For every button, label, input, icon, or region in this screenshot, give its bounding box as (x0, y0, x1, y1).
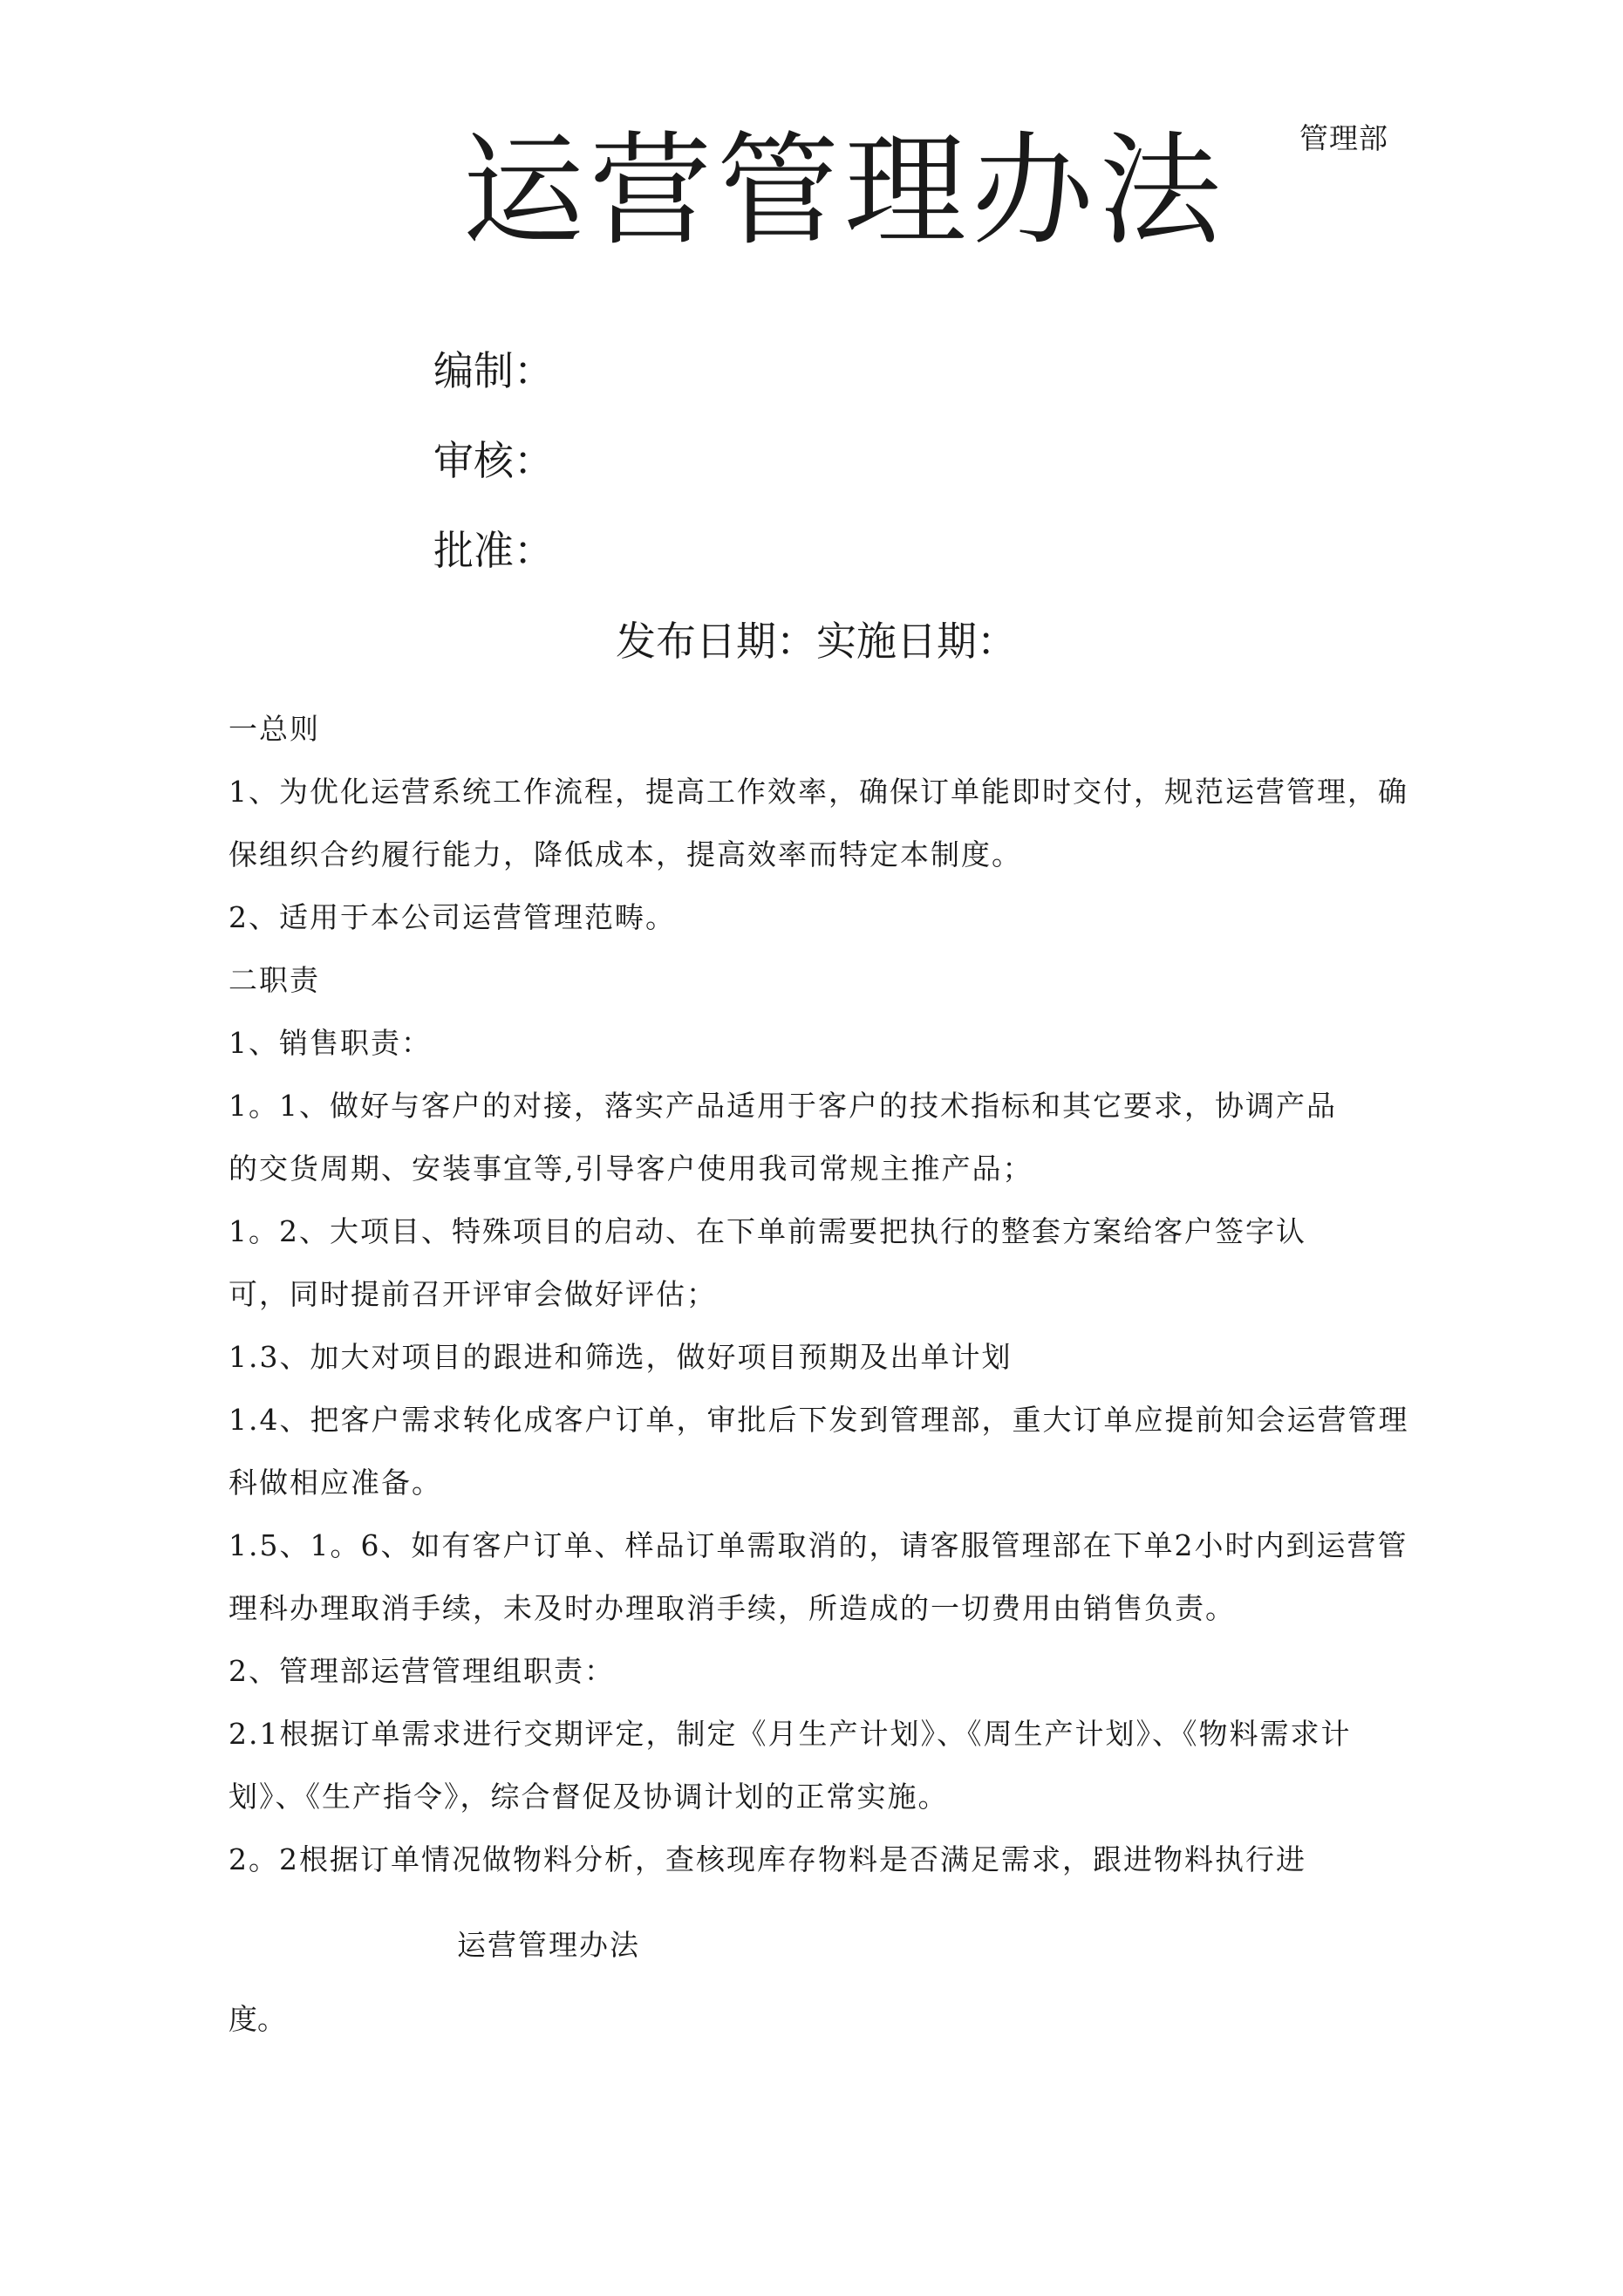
dates-line: 发布日期：实施日期： (616, 618, 1017, 665)
paragraph: 1、为优化运营系统工作流程，提高工作效率，确保订单能即时交付，规范运营管理，确保组织合约履行能力，降低成本，提高效率而特定本制度。 (228, 775, 1408, 871)
paragraph: 1。2、大项目、特殊项目的启动、在下单前需要把执行的整套方案给客户签字认可，同时提前召开评审会做好评估； (228, 1214, 1306, 1311)
paragraph: 2。2根据订单情况做物料分析，查核现库存物料是否满足需求，跟进物料执行进 (228, 1842, 1306, 1876)
paragraph: 1。1、做好与客户的对接，落实产品适用于客户的技术指标和其它要求，协调产品的交货周期、安装事宜等,引导客户使用我司常规主推产品； (228, 1089, 1337, 1186)
document-body (228, 698, 1415, 1891)
continued-text: 度。 (228, 2002, 286, 2036)
paragraph: 2、管理部运营管理组职责： (228, 1654, 615, 1688)
compiled-by-label: 编制： (433, 347, 554, 394)
section-heading: 二职责 (228, 963, 320, 997)
paragraph: 2.1根据订单需求进行交期评定，制定《月生产计划》、《周生产计划》、《物料需求计划》、《生产指令》，综合督促及协调计划的正常实施。 (228, 1717, 1352, 1814)
paragraph: 1.4、把客户需求转化成客户订单，审批后下发到管理部，重大订单应提前知会运营管理科做相应准备。 (228, 1403, 1409, 1500)
paragraph: 1.3、加大对项目的跟进和筛选，做好项目预期及出单计划 (228, 1340, 1013, 1374)
department-label: 管理部 (1299, 121, 1388, 155)
section-heading: 一总则 (228, 712, 320, 746)
paragraph: 2、适用于本公司运营管理范畴。 (228, 900, 676, 934)
paragraph: 1、销售职责： (228, 1026, 432, 1060)
page-footer: 运营管理办法 (457, 1928, 640, 1962)
document-title: 运营管理办法 (462, 120, 1227, 263)
paragraph: 1.5、1。6、如有客户订单、样品订单需取消的，请客服管理部在下单2小时内到运营管理科办理取消手续，未及时办理取消手续，所造成的一切费用由销售负责。 (228, 1528, 1408, 1625)
approved-by-label: 批准： (433, 527, 554, 574)
reviewed-by-label: 审核： (433, 437, 554, 484)
